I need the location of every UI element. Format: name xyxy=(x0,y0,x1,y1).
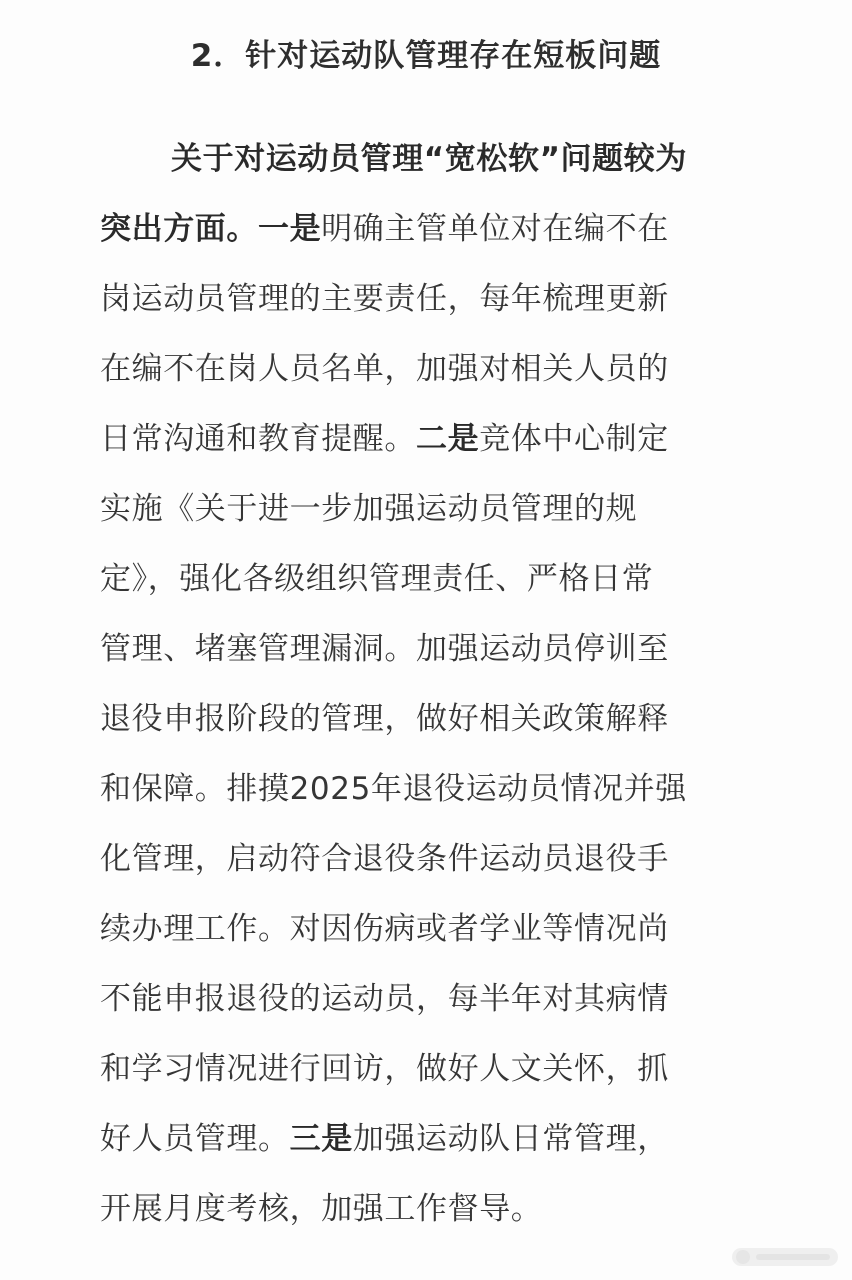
text-line xyxy=(100,200,760,270)
text-segment: 明确主管单位对在编不在 xyxy=(321,211,669,247)
text-line xyxy=(100,690,760,760)
text-line xyxy=(100,830,760,900)
text-line xyxy=(100,130,760,200)
section-heading: 2．针对运动队管理存在短板问题 xyxy=(190,38,662,74)
text-segment: 在编不在岗人员名单，加强对相关人员的 xyxy=(100,351,669,387)
text-line xyxy=(100,900,760,970)
text-line xyxy=(100,1040,760,1110)
text-line xyxy=(100,1110,760,1180)
text-line xyxy=(100,550,760,620)
watermark-dot xyxy=(736,1250,750,1264)
watermark-bar xyxy=(756,1254,830,1260)
text-line xyxy=(100,480,760,550)
text-segment: 开展月度考核，加强工作督导。 xyxy=(100,1191,543,1227)
text-line xyxy=(100,340,760,410)
text-segment: 实施《关于进一步加强运动员管理的规 xyxy=(100,491,638,527)
bold-text-segment: 二是 xyxy=(416,421,480,457)
text-segment: 日常沟通和教育提醒。 xyxy=(100,421,416,457)
text-segment: 竞体中心制定 xyxy=(479,421,669,457)
text-line xyxy=(100,970,760,1040)
text-segment: 化管理，启动符合退役条件运动员退役手 xyxy=(100,841,669,877)
bold-text-segment: 突出方面。一是 xyxy=(100,211,322,247)
text-segment: 管理、堵塞管理漏洞。加强运动员停训至 xyxy=(100,631,669,667)
bold-text-segment: 关于对运动员管理“宽松软”问题较为 xyxy=(171,141,687,177)
text-segment: 和保障。排摸2025年退役运动员情况并强 xyxy=(100,771,687,807)
paragraph-body xyxy=(100,130,760,1250)
text-segment: 好人员管理。 xyxy=(100,1121,290,1157)
text-segment: 加强运动队日常管理， xyxy=(352,1121,669,1157)
text-line xyxy=(100,270,760,340)
text-segment: 定》，强化各级组织管理责任、严格日常 xyxy=(100,561,654,597)
text-line xyxy=(100,620,760,690)
watermark-icon xyxy=(732,1248,838,1266)
text-segment: 退役申报阶段的管理，做好相关政策解释 xyxy=(100,701,669,737)
text-line xyxy=(100,760,760,830)
text-line xyxy=(100,410,760,480)
text-segment: 不能申报退役的运动员，每半年对其病情 xyxy=(100,981,669,1017)
text-segment: 和学习情况进行回访，做好人文关怀，抓 xyxy=(100,1051,669,1087)
text-line xyxy=(100,1180,760,1250)
text-segment: 续办理工作。对因伤病或者学业等情况尚 xyxy=(100,911,669,947)
text-segment: 岗运动员管理的主要责任，每年梳理更新 xyxy=(100,281,669,317)
bold-text-segment: 三是 xyxy=(289,1121,353,1157)
